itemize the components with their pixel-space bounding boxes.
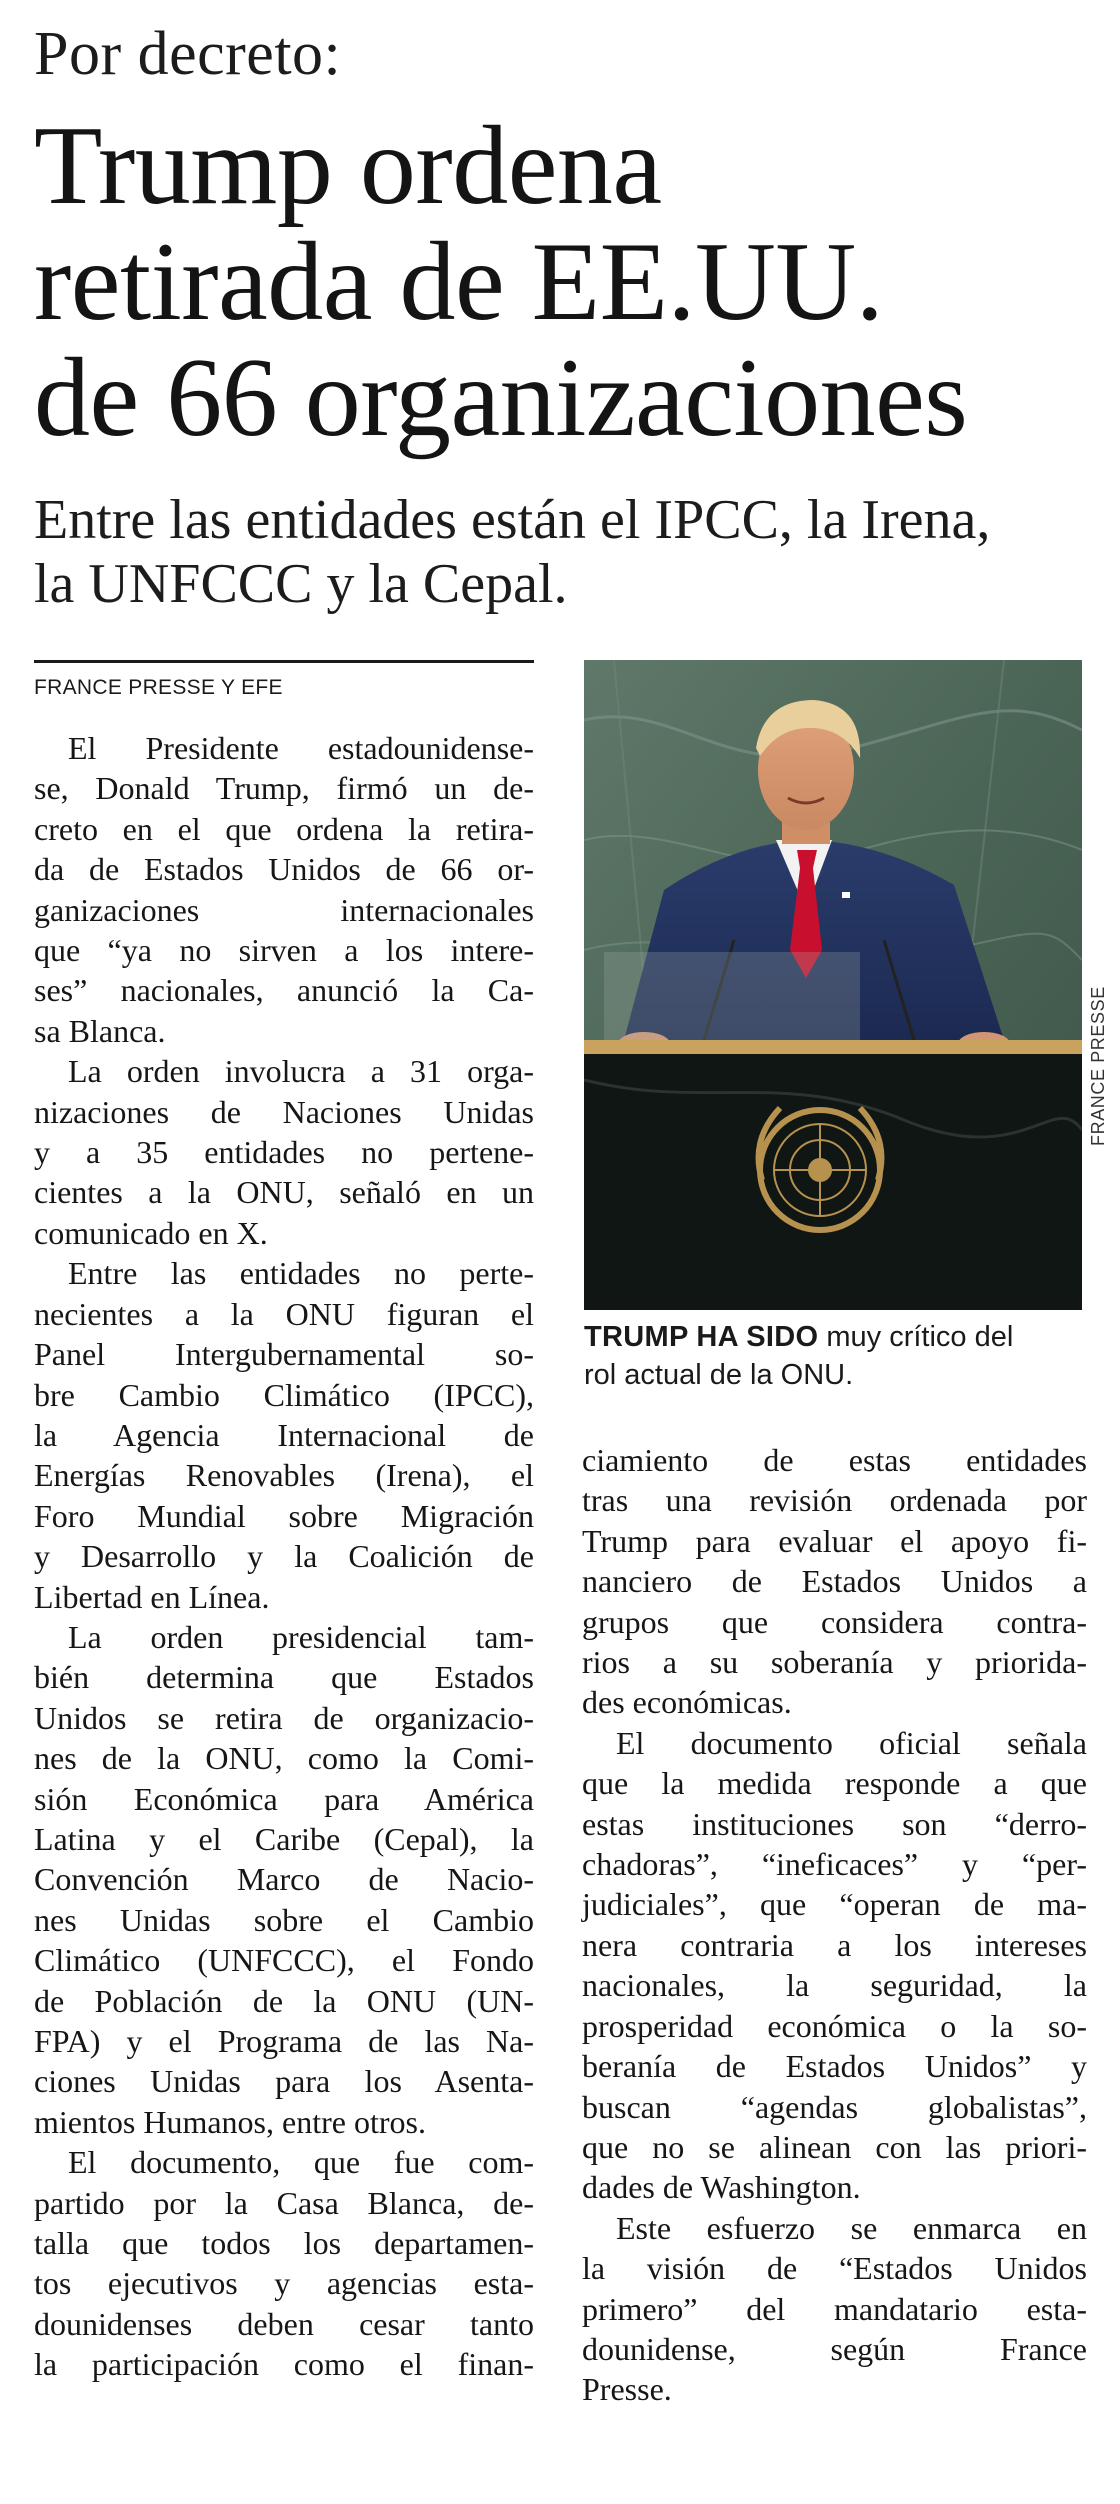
body-line: nanciero de Estados Unidos a xyxy=(582,1563,1087,1600)
body-line: tras una revisión ordenada por xyxy=(582,1482,1087,1519)
body-line: des económicas. xyxy=(582,1684,792,1721)
headline-line: retirada de EE.UU. xyxy=(34,220,884,344)
body-line: dounidense, según France xyxy=(582,2330,1087,2367)
caption-lead: TRUMP HA SIDO xyxy=(584,1321,819,1353)
body-line: y Desarrollo y la Coalición de xyxy=(34,1538,534,1575)
body-line: tos ejecutivos y agencias esta- xyxy=(34,2265,534,2302)
deck-line: Entre las entidades están el IPCC, la Irena, xyxy=(34,489,991,551)
body-line: nes de la ONU, como la Comi- xyxy=(34,1740,534,1777)
body-line: nes Unidas sobre el Cambio xyxy=(34,1901,534,1938)
headline-line: de 66 organizaciones xyxy=(34,336,968,460)
body-line: nera contraria a los intereses xyxy=(582,1926,1087,1963)
body-line: cientes a la ONU, señaló en un xyxy=(34,1174,534,1211)
body-line: beranía de Estados Unidos” y xyxy=(582,2048,1087,2085)
photo-caption xyxy=(584,1318,1084,1394)
body-line: y a 35 entidades no pertene- xyxy=(34,1134,534,1171)
body-line: grupos que considera contra- xyxy=(582,1603,1087,1640)
body-line: Energías Renovables (Irena), el xyxy=(34,1457,534,1494)
un-emblem-icon xyxy=(759,1108,882,1230)
body-line: chadoras”, “ineficaces” y “per- xyxy=(582,1846,1087,1883)
body-line: La orden involucra a 31 orga- xyxy=(68,1053,534,1090)
body-line: primero” del mandatario esta- xyxy=(582,2290,1087,2327)
photo-credit: FRANCE PRESSE xyxy=(1088,986,1108,1146)
photo-illustration xyxy=(584,660,1082,1310)
deck-line: la UNFCCC y la Cepal. xyxy=(34,553,568,615)
caption-text: muy crítico del xyxy=(818,1321,1014,1353)
caption-text: rol actual de la ONU. xyxy=(584,1359,854,1391)
body-column-left xyxy=(34,728,534,2385)
body-line: que no se alinean con las priori- xyxy=(582,2128,1087,2165)
body-line: dounidenses deben cesar tanto xyxy=(34,2305,534,2342)
byline: FRANCE PRESSE Y EFE xyxy=(34,676,283,699)
body-line: la Agencia Internacional de xyxy=(34,1416,534,1453)
headline-line: Trump ordena xyxy=(34,104,662,228)
body-line: bre Cambio Climático (IPCC), xyxy=(34,1376,534,1413)
body-line: estas instituciones son “derro- xyxy=(582,1805,1087,1842)
body-line: Latina y el Caribe (Cepal), la xyxy=(34,1820,534,1857)
article-deck xyxy=(34,488,1084,616)
body-line: ciones Unidas para los Asenta- xyxy=(34,2063,534,2100)
body-line: judiciales”, que “operan de ma- xyxy=(582,1886,1087,1923)
body-line: Presse. xyxy=(582,2371,672,2408)
body-line: El documento, que fue com- xyxy=(68,2144,534,2181)
body-line: necientes a la ONU figuran el xyxy=(34,1295,534,1332)
body-line: partido por la Casa Blanca, de- xyxy=(34,2184,534,2221)
body-line: creto en el que ordena la retira- xyxy=(34,810,534,847)
body-line: dades de Washington. xyxy=(582,2169,861,2206)
body-line: bién determina que Estados xyxy=(34,1659,534,1696)
body-line: Convención Marco de Nacio- xyxy=(34,1861,534,1898)
byline-rule xyxy=(34,660,534,663)
body-line: nizaciones de Naciones Unidas xyxy=(34,1093,534,1130)
body-line: La orden presidencial tam- xyxy=(68,1618,534,1655)
body-line: Climático (UNFCCC), el Fondo xyxy=(34,1942,534,1979)
body-line: Libertad en Línea. xyxy=(34,1578,270,1615)
body-line: que “ya no sirven a los intere- xyxy=(34,932,534,969)
body-line: sión Económica para América xyxy=(34,1780,534,1817)
body-line: Trump para evaluar el apoyo fi- xyxy=(582,1522,1087,1559)
body-line: rios a su soberanía y priorida- xyxy=(582,1644,1087,1681)
body-line: Este esfuerzo se enmarca en xyxy=(616,2209,1087,2246)
body-line: mientos Humanos, entre otros. xyxy=(34,2103,426,2140)
body-line: Foro Mundial sobre Migración xyxy=(34,1497,534,1534)
body-line: ciamiento de estas entidades xyxy=(582,1442,1087,1478)
photo-trump-un-podium xyxy=(584,660,1082,1310)
body-line: buscan “agendas globalistas”, xyxy=(582,2088,1087,2125)
body-line: se, Donald Trump, firmó un de- xyxy=(34,770,534,807)
body-line: comunicado en X. xyxy=(34,1214,268,1251)
body-line: talla que todos los departamen- xyxy=(34,2225,534,2262)
article-headline xyxy=(34,104,1094,460)
body-line: sa Blanca. xyxy=(34,1012,166,1049)
body-line: la visión de “Estados Unidos xyxy=(582,2250,1087,2287)
body-line: El documento oficial señala xyxy=(616,1724,1087,1761)
body-line: que la medida responde a que xyxy=(582,1765,1087,1802)
body-line: ganizaciones internacionales xyxy=(34,891,534,928)
body-line: Unidos se retira de organizacio- xyxy=(34,1699,534,1736)
body-line: Panel Intergubernamental so- xyxy=(34,1336,534,1373)
body-line: nacionales, la seguridad, la xyxy=(582,1967,1087,2004)
body-line: da de Estados Unidos de 66 or- xyxy=(34,851,534,888)
body-line: ses” nacionales, anunció la Ca- xyxy=(34,972,534,1009)
body-line: FPA) y el Programa de las Na- xyxy=(34,2023,534,2059)
body-column-right xyxy=(582,1440,1087,2410)
body-line: prosperidad económica o la so- xyxy=(582,2007,1087,2044)
article-kicker: Por decreto: xyxy=(34,20,342,88)
body-line: El Presidente estadounidense- xyxy=(68,730,534,766)
body-line: la participación como el finan- xyxy=(34,2346,534,2383)
body-line: Entre las entidades no perte- xyxy=(68,1255,534,1292)
body-line: de Población de la ONU (UN- xyxy=(34,1982,534,2019)
